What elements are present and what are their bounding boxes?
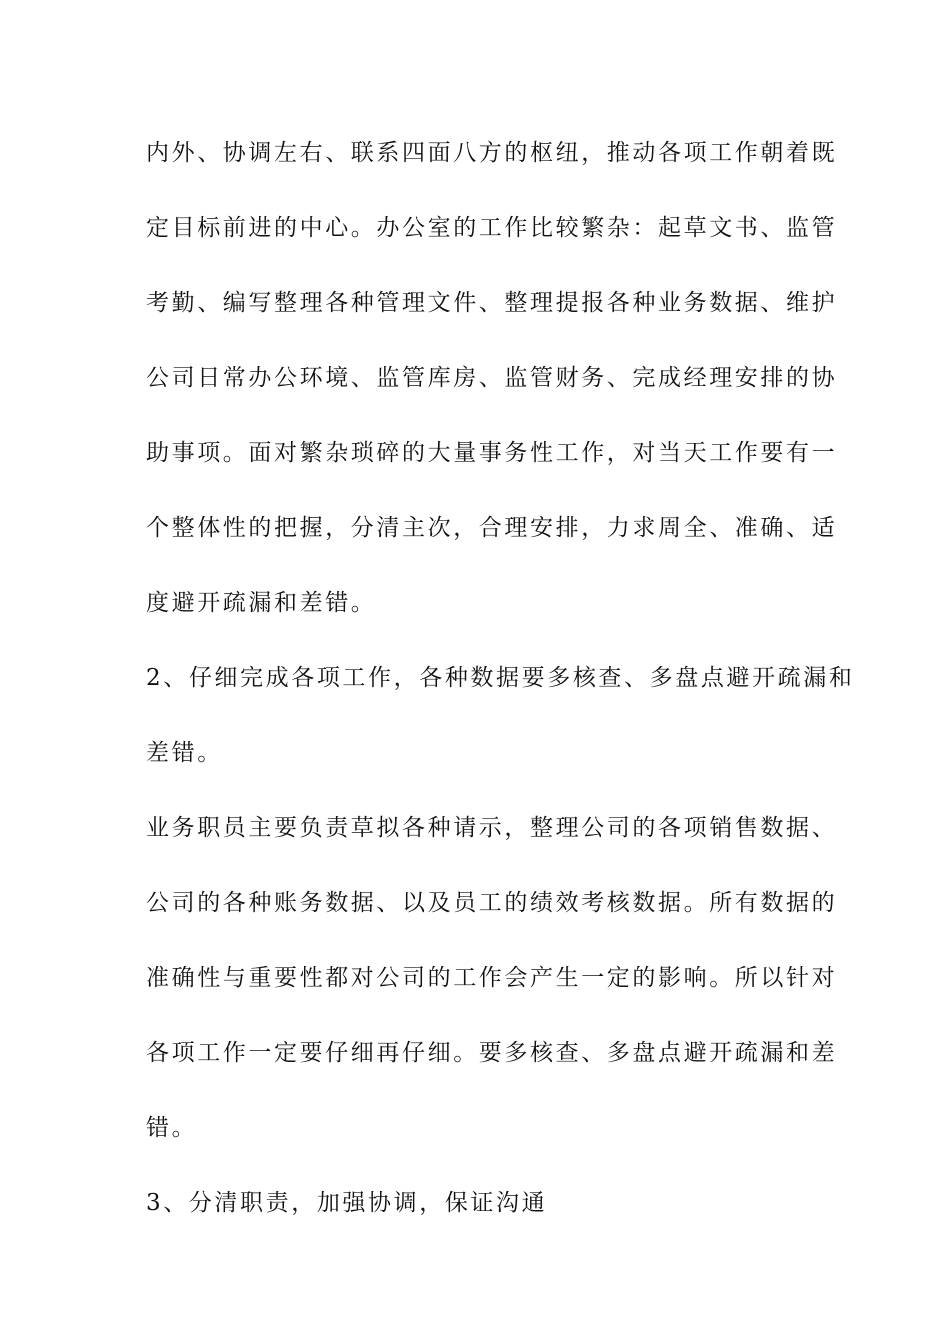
text-line: 个整体性的把握，分清主次，合理安排，力求周全、准确、适 — [146, 515, 838, 541]
text-line: 业务职员主要负责草拟各种请示，整理公司的各项销售数据、 — [146, 815, 838, 841]
text-line: 考勤、编写整理各种管理文件、整理提报各种业务数据、维护 — [146, 290, 838, 316]
section-heading-2: 2、仔细完成各项工作，各种数据要多核查、多盘点避开疏漏和 — [146, 665, 855, 691]
text-line: 准确性与重要性都对公司的工作会产生一定的影响。所以针对 — [146, 965, 838, 991]
text-line: 错。 — [146, 1115, 198, 1141]
text-line: 度避开疏漏和差错。 — [146, 590, 377, 616]
document-body — [146, 131, 855, 1256]
text-line: 差错。 — [146, 740, 223, 766]
text-line: 定目标前进的中心。办公室的工作比较繁杂：起草文书、监管 — [146, 215, 838, 241]
text-line: 内外、协调左右、联系四面八方的枢纽，推动各项工作朝着既 — [146, 140, 838, 166]
text-line: 助事项。面对繁杂琐碎的大量事务性工作，对当天工作要有一 — [146, 440, 838, 466]
section-heading-3: 3、分清职责，加强协调，保证沟通 — [146, 1190, 548, 1216]
text-line: 各项工作一定要仔细再仔细。要多核查、多盘点避开疏漏和差 — [146, 1040, 838, 1066]
text-line: 公司的各种账务数据、以及员工的绩效考核数据。所有数据的 — [146, 890, 838, 916]
text-line: 公司日常办公环境、监管库房、监管财务、完成经理安排的协 — [146, 365, 838, 391]
